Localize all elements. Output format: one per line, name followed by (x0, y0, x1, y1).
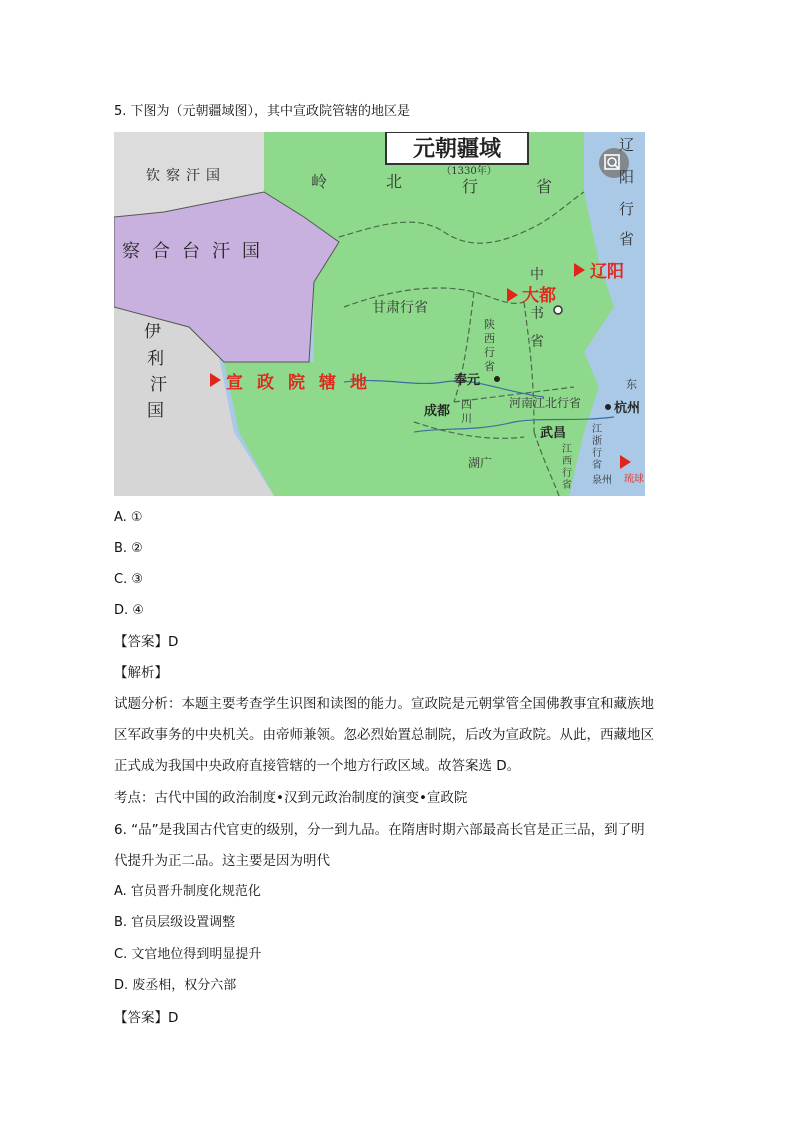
map-label-liaoyang: 辽阳 (590, 262, 624, 282)
marker-fengyuan-city (494, 376, 500, 382)
map-year: （1330年） (441, 166, 497, 177)
marker-dadu-city (554, 306, 562, 314)
q5-option-c[interactable]: C. ③ (114, 572, 143, 587)
map-label-chengdu: 成都 (424, 404, 451, 419)
map-label-zhongshu-3: 省 (530, 334, 544, 350)
map-label-liaoyang-prov-4: 省 (619, 230, 635, 248)
map-label-ilkhan-3: 汗 (150, 375, 167, 395)
map-label-hangzhou: 杭州 (614, 401, 641, 416)
map-label-fengyuan: 奉元 (454, 373, 481, 388)
q6-option-d[interactable]: D. 废丞相，权分六部 (114, 978, 237, 993)
marker-hangzhou-city (605, 404, 611, 410)
map-label-chagatai: 察合台汗国 (122, 241, 272, 262)
q5-analysis-label: 【解析】 (114, 665, 168, 681)
map-label-gansu: 甘肃行省 (372, 300, 428, 316)
map-label-shaanxi-4: 省 (484, 360, 495, 373)
map-label-jiangxi-2: 西 (562, 456, 572, 467)
q6-option-c[interactable]: C. 文官地位得到明显提升 (114, 947, 262, 962)
map-label-lingbei-1: 岭 (311, 172, 328, 191)
map-label-jiangxi-3: 行 (562, 468, 572, 479)
map-label-jiangzhe-1: 江 (592, 424, 602, 435)
map-label-ilkhan-4: 国 (147, 401, 164, 421)
q6-answer: 【答案】D (114, 1010, 179, 1026)
map-label-qincha: 钦察汗国 (146, 168, 226, 184)
map-label-dong: 东 (626, 378, 637, 391)
map-label-shaanxi-1: 陕 (484, 318, 495, 331)
map-label-liaoyang-prov-3: 行 (619, 200, 635, 218)
map-label-jiangzhe-4: 省 (592, 460, 602, 471)
map-label-xuanzheng: 宣政院辖地 (226, 373, 381, 393)
map-label-jiangxi-4: 省 (562, 480, 572, 491)
q5-kaodian: 考点：古代中国的政治制度•汉到元政治制度的演变•宣政院 (114, 790, 468, 806)
map-label-ilkhan-1: 伊 (144, 322, 161, 342)
q5-option-a[interactable]: A. ① (114, 510, 143, 525)
q5-stem: 5. 下图为（元朝疆域图），其中宣政院管辖的地区是 (114, 104, 411, 119)
map-label-lingbei-3: 行 (462, 177, 479, 196)
map-label-sichuan-2: 川 (461, 412, 472, 425)
map-label-jiangzhe-3: 行 (592, 448, 602, 459)
q5-answer: 【答案】D (114, 634, 179, 650)
map-label-henan: 河南江北行省 (509, 396, 582, 410)
map-label-liaoyang-prov-1: 辽 (619, 136, 635, 154)
map-label-zhongshu-1: 中 (530, 267, 544, 283)
q6-option-a[interactable]: A. 官员晋升制度化规范化 (114, 884, 261, 899)
map-label-quanzhou: 泉州 (592, 475, 612, 486)
map-label-sichuan-1: 四 (461, 398, 472, 411)
map-label-dadu: 大都 (522, 286, 556, 306)
map-label-liuqiu: 琉球 (624, 474, 644, 485)
map-label-jiangzhe-2: 浙 (592, 436, 602, 447)
map-label-shaanxi-3: 行 (484, 346, 495, 359)
map-title: 元朝疆域 (412, 136, 502, 162)
map-label-wuchang: 武昌 (540, 426, 567, 441)
map-label-zhongshu-2: 书 (530, 306, 544, 322)
map-label-ilkhan-2: 利 (147, 349, 164, 369)
q5-analysis: 试题分析：本题主要考查学生识图和读图的能力。宣政院是元朝掌管全国佛教事宜和藏族地区军政事务的中央机关。由帝师兼领。忽必烈始置总制院，后改为宣政院。从此，西藏地区正式成为我国中央政府直接管辖的一个地方行政区域。故答案选 D。 (114, 696, 654, 774)
map-label-liaoyang-prov-2: 阳 (619, 168, 635, 186)
q5-option-d[interactable]: D. ④ (114, 603, 144, 618)
map-label-lingbei-4: 省 (536, 177, 553, 196)
map-label-lingbei-2: 北 (386, 172, 403, 191)
q6-stem-line2: 代提升为正二品。这主要是因为明代 (114, 853, 330, 869)
yuan-map (114, 132, 645, 496)
q6-stem-line1: 6. “品”是我国古代官吏的级别，分一到九品。在隋唐时期六部最高长官是正三品，到了明 (114, 822, 645, 838)
map-label-shaanxi-2: 西 (484, 332, 495, 345)
map-label-jiangxi-1: 江 (562, 444, 572, 455)
map-label-huguang: 湖广 (468, 456, 493, 470)
q6-option-b[interactable]: B. 官员层级设置调整 (114, 915, 236, 930)
q5-option-b[interactable]: B. ② (114, 541, 143, 556)
